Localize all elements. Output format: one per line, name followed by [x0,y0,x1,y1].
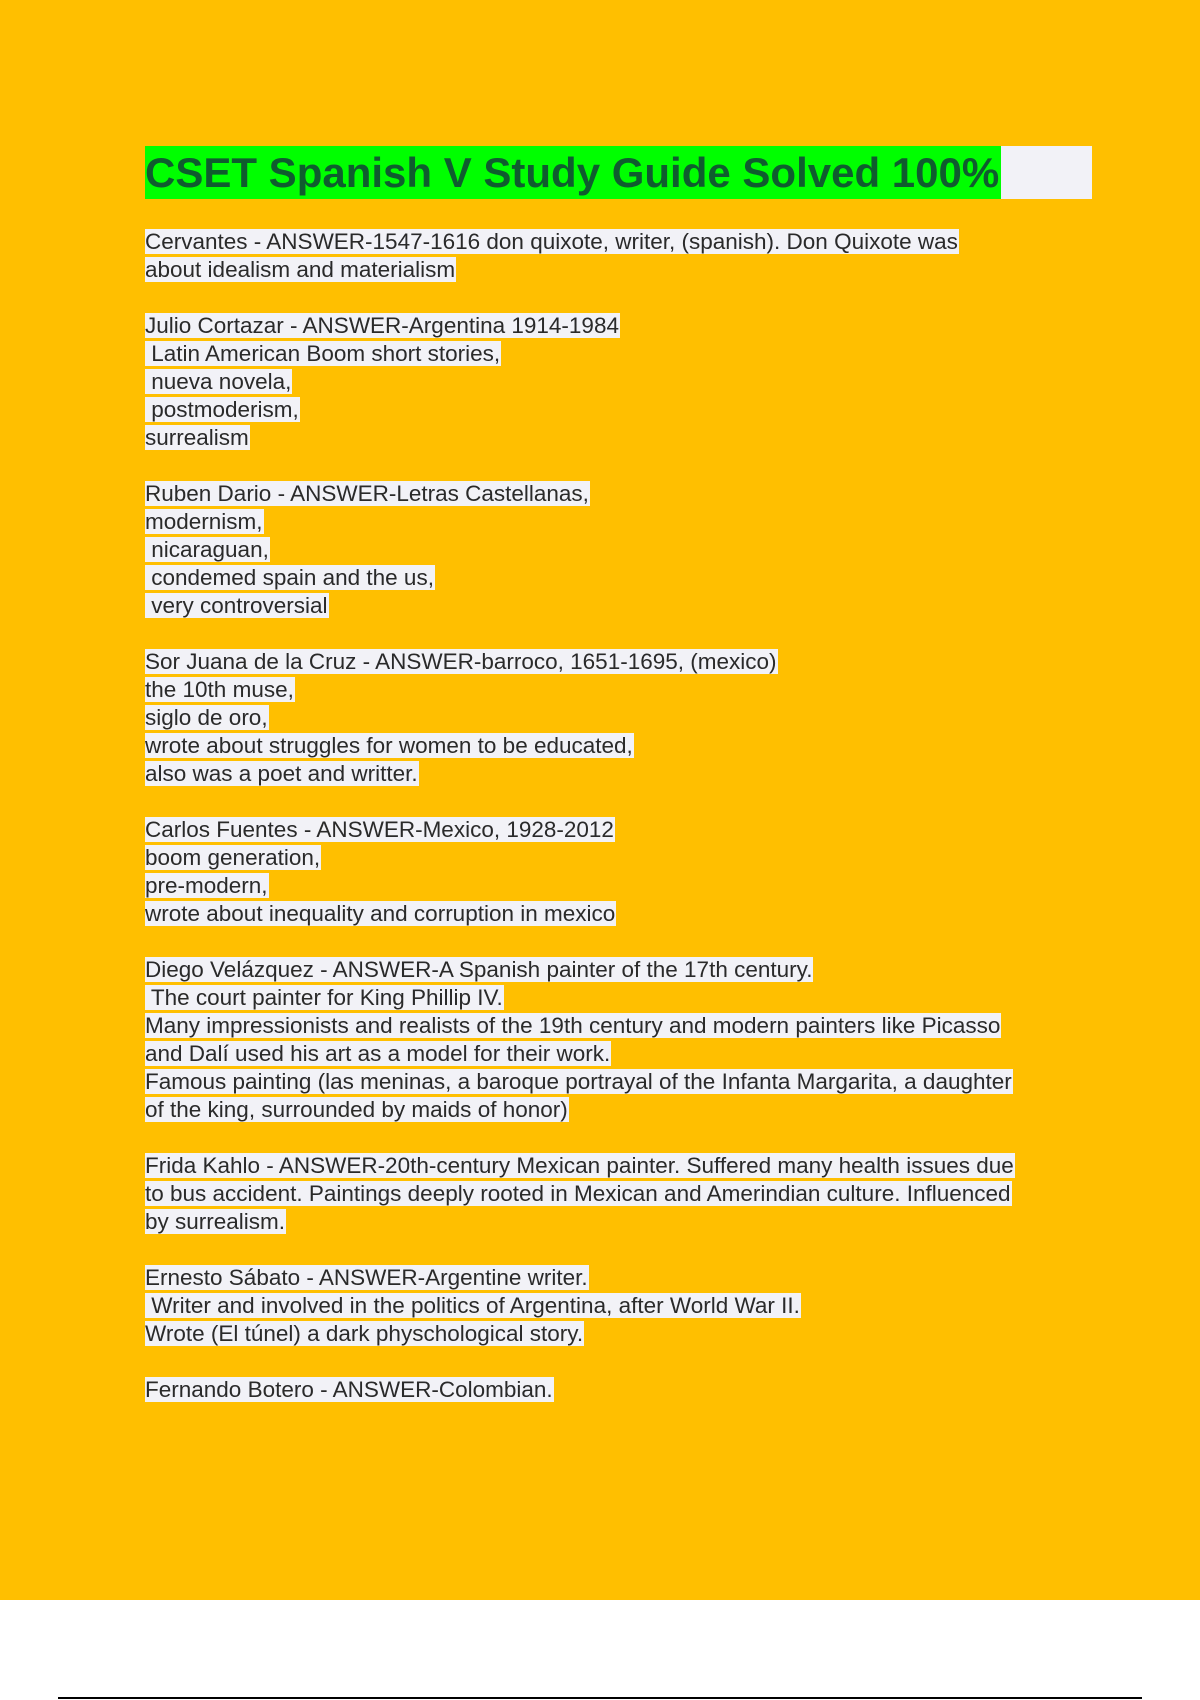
highlighted-text: Cervantes - ANSWER-1547-1616 don quixote, writer, (spanish). Don Quixote was [145,229,958,254]
study-entry [145,1152,1095,1236]
entry-detail-line [145,984,1095,1012]
entry-detail-line [145,732,1095,760]
highlighted-text: Many impressionists and realists of the 19th century and modern painters like Picasso [145,1013,1001,1038]
entry-term-line [145,480,1095,508]
entry-detail-line [145,340,1095,368]
highlighted-text: very controversial [145,593,328,618]
entry-detail-line [145,1040,1095,1068]
entry-detail-line [145,1208,1095,1236]
highlighted-text: siglo de oro, [145,705,268,730]
study-entry [145,816,1095,928]
highlighted-text: the 10th muse, [145,677,294,702]
footer-divider [58,1697,1142,1699]
study-entry [145,480,1095,620]
study-entry [145,956,1095,1124]
entry-detail-line [145,592,1095,620]
entry-detail-line [145,1292,1095,1320]
highlighted-text: Carlos Fuentes - ANSWER-Mexico, 1928-2012 [145,817,614,842]
highlighted-text: wrote about inequality and corruption in mexico [145,901,616,926]
study-entry [145,228,1095,284]
highlighted-text: Ernesto Sábato - ANSWER-Argentine writer. [145,1265,588,1290]
highlighted-text: pre-modern, [145,873,268,898]
highlighted-text: of the king, surrounded by maids of honor) [145,1097,568,1122]
study-entry [145,1376,1095,1404]
highlighted-text: The court painter for King Phillip IV. [145,985,503,1010]
entry-detail-line [145,368,1095,396]
highlighted-text: Sor Juana de la Cruz - ANSWER-barroco, 1651-1695, (mexico) [145,649,777,674]
entry-detail-line [145,396,1095,424]
highlighted-text: Writer and involved in the politics of Argentina, after World War II. [145,1293,800,1318]
highlighted-text: to bus accident. Paintings deeply rooted in Mexican and Amerindian culture. Influenced [145,1181,1011,1206]
highlighted-text: Frida Kahlo - ANSWER-20th-century Mexican painter. Suffered many health issues due [145,1153,1014,1178]
entry-term-line [145,1152,1095,1180]
entry-term-line [145,648,1095,676]
study-entry [145,648,1095,788]
study-entry [145,1264,1095,1348]
highlighted-text: and Dalí used his art as a model for their work. [145,1041,611,1066]
entry-detail-line [145,536,1095,564]
highlighted-text: wrote about struggles for women to be educated, [145,733,633,758]
entry-term-line [145,228,1095,256]
entry-detail-line [145,564,1095,592]
highlighted-text: Ruben Dario - ANSWER-Letras Castellanas, [145,481,589,506]
entry-detail-line [145,424,1095,452]
entry-detail-line [145,900,1095,928]
highlighted-text: Famous painting (las meninas, a baroque portrayal of the Infanta Margarita, a daughter [145,1069,1012,1094]
highlighted-text: also was a poet and writter. [145,761,418,786]
highlighted-text: condemed spain and the us, [145,565,434,590]
entry-term-line [145,956,1095,984]
highlighted-text: nueva novela, [145,369,292,394]
highlighted-text: Julio Cortazar - ANSWER-Argentina 1914-1984 [145,313,619,338]
highlighted-text: nicaraguan, [145,537,269,562]
highlighted-text: surrealism [145,425,249,450]
highlighted-text: postmoderism, [145,397,299,422]
document-body [145,228,1095,1432]
entry-detail-line [145,508,1095,536]
entry-detail-line [145,256,1095,284]
entry-detail-line [145,1068,1095,1096]
highlighted-text: Latin American Boom short stories, [145,341,501,366]
entry-detail-line [145,1012,1095,1040]
entry-detail-line [145,676,1095,704]
highlighted-text: by surrealism. [145,1209,286,1234]
entry-term-line [145,816,1095,844]
highlighted-text: about idealism and materialism [145,257,456,282]
entry-term-line [145,1264,1095,1292]
highlighted-text: Diego Velázquez - ANSWER-A Spanish painter of the 17th century. [145,957,813,982]
entry-term-line [145,1376,1095,1404]
entry-detail-line [145,760,1095,788]
document-title: CSET Spanish V Study Guide Solved 100% [145,146,1001,199]
entry-detail-line [145,1096,1095,1124]
highlighted-text: modernism, [145,509,263,534]
study-entry [145,312,1095,452]
entry-detail-line [145,704,1095,732]
entry-detail-line [145,844,1095,872]
entry-detail-line [145,1320,1095,1348]
highlighted-text: Wrote (El túnel) a dark physchological story. [145,1321,584,1346]
highlighted-text: boom generation, [145,845,321,870]
highlighted-text: Fernando Botero - ANSWER-Colombian. [145,1377,553,1402]
entry-detail-line [145,872,1095,900]
entry-detail-line [145,1180,1095,1208]
entry-term-line [145,312,1095,340]
